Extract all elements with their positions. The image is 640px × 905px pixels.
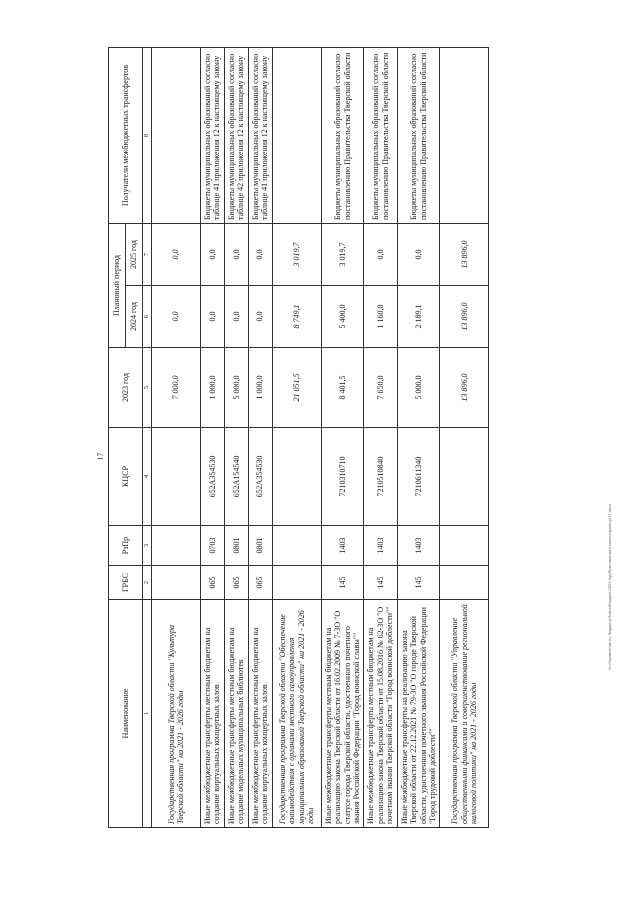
row-2023: 13 896,0 bbox=[440, 348, 489, 428]
row-rzpr bbox=[440, 526, 489, 566]
table-row bbox=[152, 48, 201, 828]
row-2024: 0,0 bbox=[248, 286, 272, 348]
row-recipients: Бюджеты муниципальных образований согласно таблице 42 приложения 12 к настоящему закону bbox=[224, 48, 248, 224]
row-grbs bbox=[272, 566, 321, 600]
column-index: 3 bbox=[143, 526, 152, 566]
row-grbs: 065 bbox=[224, 566, 248, 600]
row-2024: 8 749,1 bbox=[272, 286, 321, 348]
row-2024: 1 160,0 bbox=[364, 286, 397, 348]
row-kcsr bbox=[152, 428, 201, 526]
table-row bbox=[248, 48, 272, 828]
row-rzpr: 1403 bbox=[364, 526, 397, 566]
row-2025: 3 019,7 bbox=[321, 224, 364, 286]
column-index-row bbox=[143, 48, 152, 828]
row-kcsr: 652А354530 bbox=[201, 428, 225, 526]
row-2023: 21 051,5 bbox=[272, 348, 321, 428]
row-rzpr: 0801 bbox=[224, 526, 248, 566]
table-row bbox=[397, 48, 440, 828]
row-2025: 0,0 bbox=[201, 224, 225, 286]
row-kcsr: 7210510840 bbox=[364, 428, 397, 526]
row-recipients bbox=[440, 48, 489, 224]
row-rzpr: 1403 bbox=[397, 526, 440, 566]
header-planning-period: Плановый период bbox=[109, 224, 126, 348]
table-row bbox=[272, 48, 321, 828]
table-row bbox=[224, 48, 248, 828]
row-recipients: Бюджеты муниципальных образований согласно постановлению Правительства Тверской области bbox=[321, 48, 364, 224]
column-index: 7 bbox=[143, 224, 152, 286]
row-recipients: Бюджеты муниципальных образований согласно таблице 41 приложения 12 к настоящему закону bbox=[248, 48, 272, 224]
row-grbs bbox=[440, 566, 489, 600]
row-name: Иные межбюджетные трансферты местным бюджетам на реализацию закона Тверской области от 15.08.2016 № 62-ЗО "О почетном звании Тверской области "Город воинской доблести"" bbox=[364, 600, 397, 828]
row-recipients bbox=[152, 48, 201, 224]
transfers-table bbox=[108, 47, 489, 828]
row-2025: 0,0 bbox=[364, 224, 397, 286]
table-row bbox=[201, 48, 225, 828]
row-grbs: 145 bbox=[397, 566, 440, 600]
header-name: Наименование bbox=[109, 600, 143, 828]
row-recipients: Бюджеты муниципальных образований согласно постановлению Правительства Тверской области bbox=[364, 48, 397, 224]
row-rzpr: 0703 bbox=[201, 526, 225, 566]
row-2023: 5 000,0 bbox=[224, 348, 248, 428]
row-recipients: Бюджеты муниципальных образований согласно постановлению Правительства Тверской области bbox=[397, 48, 440, 224]
row-2024: 13 896,0 bbox=[440, 286, 489, 348]
column-index: 5 bbox=[143, 348, 152, 428]
column-index: 4 bbox=[143, 428, 152, 526]
row-kcsr bbox=[440, 428, 489, 526]
row-grbs: 145 bbox=[321, 566, 364, 600]
row-2025: 0,0 bbox=[397, 224, 440, 286]
row-2024: 0,0 bbox=[201, 286, 225, 348]
row-name: Иные межбюджетные трансферты местным бюджетам на реализацию закона Тверской области от 16.02.2009 № 7-ЗО "О статусе города Тверской области, удостоенного почетного звания Российской Федерации "Город воинской славы"" bbox=[321, 600, 364, 828]
row-name: Государственная программа Тверской области "Обеспечение взаимодействия с органами местного самоуправления муниципальных образований Тверской области" на 2021 - 2026 годы bbox=[272, 600, 321, 828]
row-2023: 7 650,0 bbox=[364, 348, 397, 428]
row-rzpr bbox=[272, 526, 321, 566]
row-2023: 7 000,0 bbox=[152, 348, 201, 428]
table-row bbox=[364, 48, 397, 828]
row-grbs: 065 bbox=[201, 566, 225, 600]
header-recipients: Получатели межбюджетных трансфертов bbox=[109, 48, 143, 224]
row-2025: 0,0 bbox=[224, 224, 248, 286]
row-kcsr: 7210310710 bbox=[321, 428, 364, 526]
row-name: Иные межбюджетные трансферты местным бюджетам на создание виртуальных концертных залов bbox=[201, 600, 225, 828]
table-row bbox=[321, 48, 364, 828]
row-kcsr: 7210611340 bbox=[397, 428, 440, 526]
row-2024: 0,0 bbox=[224, 286, 248, 348]
row-2023: 5 000,0 bbox=[397, 348, 440, 428]
row-2023: 1 000,0 bbox=[201, 348, 225, 428]
row-kcsr: 652А354530 bbox=[248, 428, 272, 526]
row-name: Иные межбюджетные трансферты на реализацию закона Тверской области от 22.12.2021 № 79-ЗО "О городе Тверской области, удостоенном почетного звания Российской Федерации "Город трудовой доблести"" bbox=[397, 600, 440, 828]
row-grbs bbox=[152, 566, 201, 600]
row-name: Иные межбюджетные трансферты местным бюджетам на создание виртуальных концертных залов bbox=[248, 600, 272, 828]
header-year-2025: 2025 год bbox=[126, 224, 143, 286]
row-2024: 0,0 bbox=[152, 286, 201, 348]
column-index: 1 bbox=[143, 600, 152, 828]
row-2025: 0,0 bbox=[248, 224, 272, 286]
header-rzpr: РзПр bbox=[109, 526, 143, 566]
row-grbs: 065 bbox=[248, 566, 272, 600]
header-kcsr: КЦСР bbox=[109, 428, 143, 526]
row-rzpr bbox=[152, 526, 201, 566]
header-year-2024: 2024 год bbox=[126, 286, 143, 348]
column-index: 2 bbox=[143, 566, 152, 600]
row-rzpr: 0801 bbox=[248, 526, 272, 566]
row-name: Государственная программа Тверской области "Управление общественными финансами и совершенствование региональной налоговой политики" на 2021 - 2026 годы bbox=[440, 600, 489, 828]
rotated-table-sheet bbox=[108, 48, 528, 828]
row-rzpr: 1403 bbox=[321, 526, 364, 566]
table-row bbox=[440, 48, 489, 828]
column-index: 6 bbox=[143, 286, 152, 348]
header-year-2023: 2023 год bbox=[109, 348, 143, 428]
row-recipients: Бюджеты муниципальных образований согласно таблице 41 приложения 12 к настоящему закону bbox=[201, 48, 225, 224]
row-2023: 8 401,5 bbox=[321, 348, 364, 428]
row-2025: 13 896,0 bbox=[440, 224, 489, 286]
row-2023: 1 000,0 bbox=[248, 348, 272, 428]
page-number: 17 bbox=[95, 452, 105, 461]
row-name: Иные межбюджетные трансферты местным бюджетам на создание модельных муниципальных библиотек bbox=[224, 600, 248, 828]
header-grbs: ГРБС bbox=[109, 566, 143, 600]
row-2024: 5 400,0 bbox=[321, 286, 364, 348]
row-kcsr bbox=[272, 428, 321, 526]
row-2025: 0,0 bbox=[152, 224, 201, 286]
row-2025: 3 019,7 bbox=[272, 224, 321, 286]
row-2024: 2 189,1 bbox=[397, 286, 440, 348]
column-index: 8 bbox=[143, 48, 152, 224]
row-grbs: 145 bbox=[364, 566, 397, 600]
row-recipients bbox=[272, 48, 321, 224]
row-kcsr: 652А154540 bbox=[224, 428, 248, 526]
footer-note: W:\Управление по бюджету\Закон\Бюджет\2023 год\Приложения к законопроекту\17.docx bbox=[607, 503, 612, 670]
row-name: Государственная программа Тверской области "Культура Тверской области" на 2021 - 2026 годы bbox=[152, 600, 201, 828]
